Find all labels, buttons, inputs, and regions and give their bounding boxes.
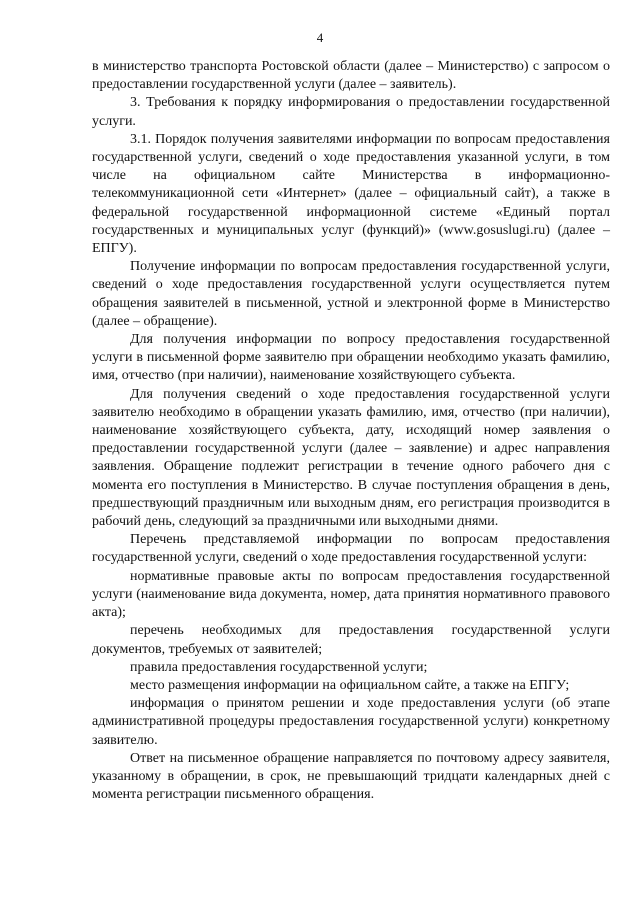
section-heading-paragraph: 3. Требования к порядку информирования о предоставлении государственной услуги. [92,95,610,129]
document-body [92,58,610,804]
paragraph: Для получения информации по вопросу предоставления государственной услуги в письменной форме заявителю при обращении необходимо указать фамилию, имя, отчество (при наличии), наименование хозяйствующего субъекта. [92,332,610,384]
list-item: нормативные правовые акты по вопросам предоставления государственной услуги (наименование вида документа, номер, дата принятия нормативного правового акта); [92,568,610,621]
list-item: место размещения информации на официальном сайте, а также на ЕПГУ; [130,677,570,693]
paragraph: в министерство транспорта Ростовской области (далее – Министерство) с запросом о предоставлении государственной услуги (далее – заявитель). [92,59,610,93]
page-number: 4 [316,30,324,45]
list-item: информация о принятом решении и ходе предоставления услуги (об этапе административной процедуры предоставления государственной услуги) конкретному заявителю. [92,696,610,748]
paragraph: Получение информации по вопросам предоставления государственной услуги, сведений о ходе предоставления государственной услуги осуществляется путем обращения заявителей в письменной, устной и электронной форме в Министерство (далее – обращение). [92,259,610,329]
paragraph: Ответ на письменное обращение направляется по почтовому адресу заявителя, указанному в обращении, в срок, не превышающий тридцати календарных дней с момента регистрации письменного обращения. [92,750,610,803]
list-item: перечень необходимых для предоставления государственной услуги документов, требуемых от заявителей; [92,623,610,657]
paragraph: Перечень представляемой информации по вопросам предоставления государственной услуги, сведений о ходе предоставления государственной услуги: [92,532,610,566]
paragraph: 3.1. Порядок получения заявителями информации по вопросам предоставления государственной услуги, сведений о ходе предоставления указанной услуги, в том числе на официальном сайте Министерства в информационно-телекоммуникационной сети «Интернет» (далее – официальный сайт), а также в федеральной государственной информационной системе «Единый портал государственных и муниципальных услуг (функций)» (www.gosuslugi.ru) (далее – ЕПГУ). [92,131,610,257]
list-item: правила предоставления государственной услуги; [130,659,428,675]
paragraph: Для получения сведений о ходе предоставления государственной услуги заявителю необходимо в обращении указать фамилию, имя, отчество (при наличии), наименование хозяйствующего субъекта, дату, исходящий номер заявления о предоставлении государственной услуги (далее – заявление) и адрес направления заявления. Обращение подлежит регистрации в течение одного рабочего дня с момента его поступления в Министерство. В случае поступления обращения в день, предшествующий праздничным или выходным дням, его регистрация производится в рабочий день, следующий за праздничными или выходными днями. [92,386,610,530]
